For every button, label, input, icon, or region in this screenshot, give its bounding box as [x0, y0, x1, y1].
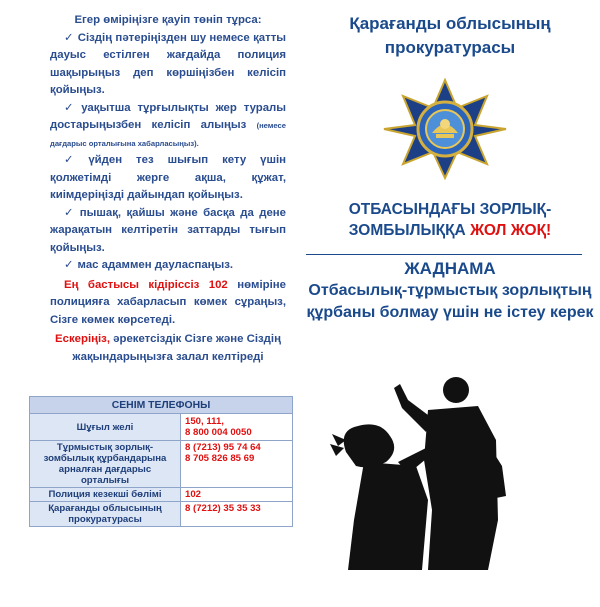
page-title: Қарағанды облысының прокуратурасы	[349, 14, 551, 57]
hotline-table-header: СЕНІМ ТЕЛЕФОНЫ	[30, 397, 293, 414]
table-row: Шұғыл желі 150, 111, 8 800 004 0050	[30, 414, 293, 441]
memo-heading: ЖАДНАМА	[404, 259, 496, 278]
check-icon: ✓	[64, 101, 78, 114]
check-icon: ✓	[64, 259, 74, 271]
advice-item-1: ✓ Сіздің пәтеріңізден шу немесе қатты дауыс естілген жағдайда полиция шақырыңыз деп көршіңізбен келісіп қойыңыз.	[50, 31, 287, 96]
check-icon: ✓	[64, 154, 85, 166]
advice-item-3: ✓ үйден тез шығып кету үшін қолжетімді жерге ақша, құжат, киімдеріңізді дайындап қойыңыз.	[50, 154, 286, 201]
prosecutor-emblem-icon	[380, 78, 510, 180]
memo-block	[300, 258, 600, 324]
slogan: ОТБАСЫНДАҒЫ ЗОРЛЫҚ- ЗОМБЫЛЫҚҚА ЖОЛ ЖОҚ!	[348, 201, 552, 239]
memo-text: Отбасылық-тұрмыстық зорлықтың құрбаны болмау үшін не істеу керек	[306, 282, 594, 321]
advice-column	[50, 12, 286, 366]
advice-item-2: ✓ уақытша тұрғылықты жер туралы достарыңызбен келісіп алыңыз (немесе дағдарыс орталығына хабарласыңыз).	[50, 101, 287, 148]
hotline-table	[29, 396, 293, 527]
divider	[306, 254, 582, 255]
table-row: Қарағанды облысының прокуратурасы 8 (7212) 35 35 33	[30, 502, 293, 527]
advice-item-5: ✓ мас адаммен дауласпаңыз.	[64, 259, 234, 271]
violence-silhouette-image	[328, 370, 528, 570]
check-icon: ✓	[64, 31, 74, 44]
warning-note: Ескеріңіз, әрекетсіздік Сізге және Сіздің жақындарыңызға залал келтіреді	[55, 333, 281, 363]
table-row: Полиция кезекші бөлімі 102	[30, 488, 293, 502]
table-row: Тұрмыстық зорлық-зомбылық құрбандарына арналған дағдарыс орталығы 8 (7213) 95 74 64 8 705 826 85 69	[30, 441, 293, 488]
check-icon: ✓	[64, 206, 76, 219]
advice-intro: Егер өміріңізге қауіп төніп тұрса:	[74, 14, 262, 26]
important-note: Ең бастысы кідіріссіз 102 нөміріне полицияға хабарласып көмек сұраңыз, Сізге көмек көрсетеді.	[50, 278, 286, 326]
advice-item-4: ✓ пышақ, қайшы және басқа да дене жарақатын келтіретін заттарды тығып қойыңыз.	[50, 206, 286, 254]
